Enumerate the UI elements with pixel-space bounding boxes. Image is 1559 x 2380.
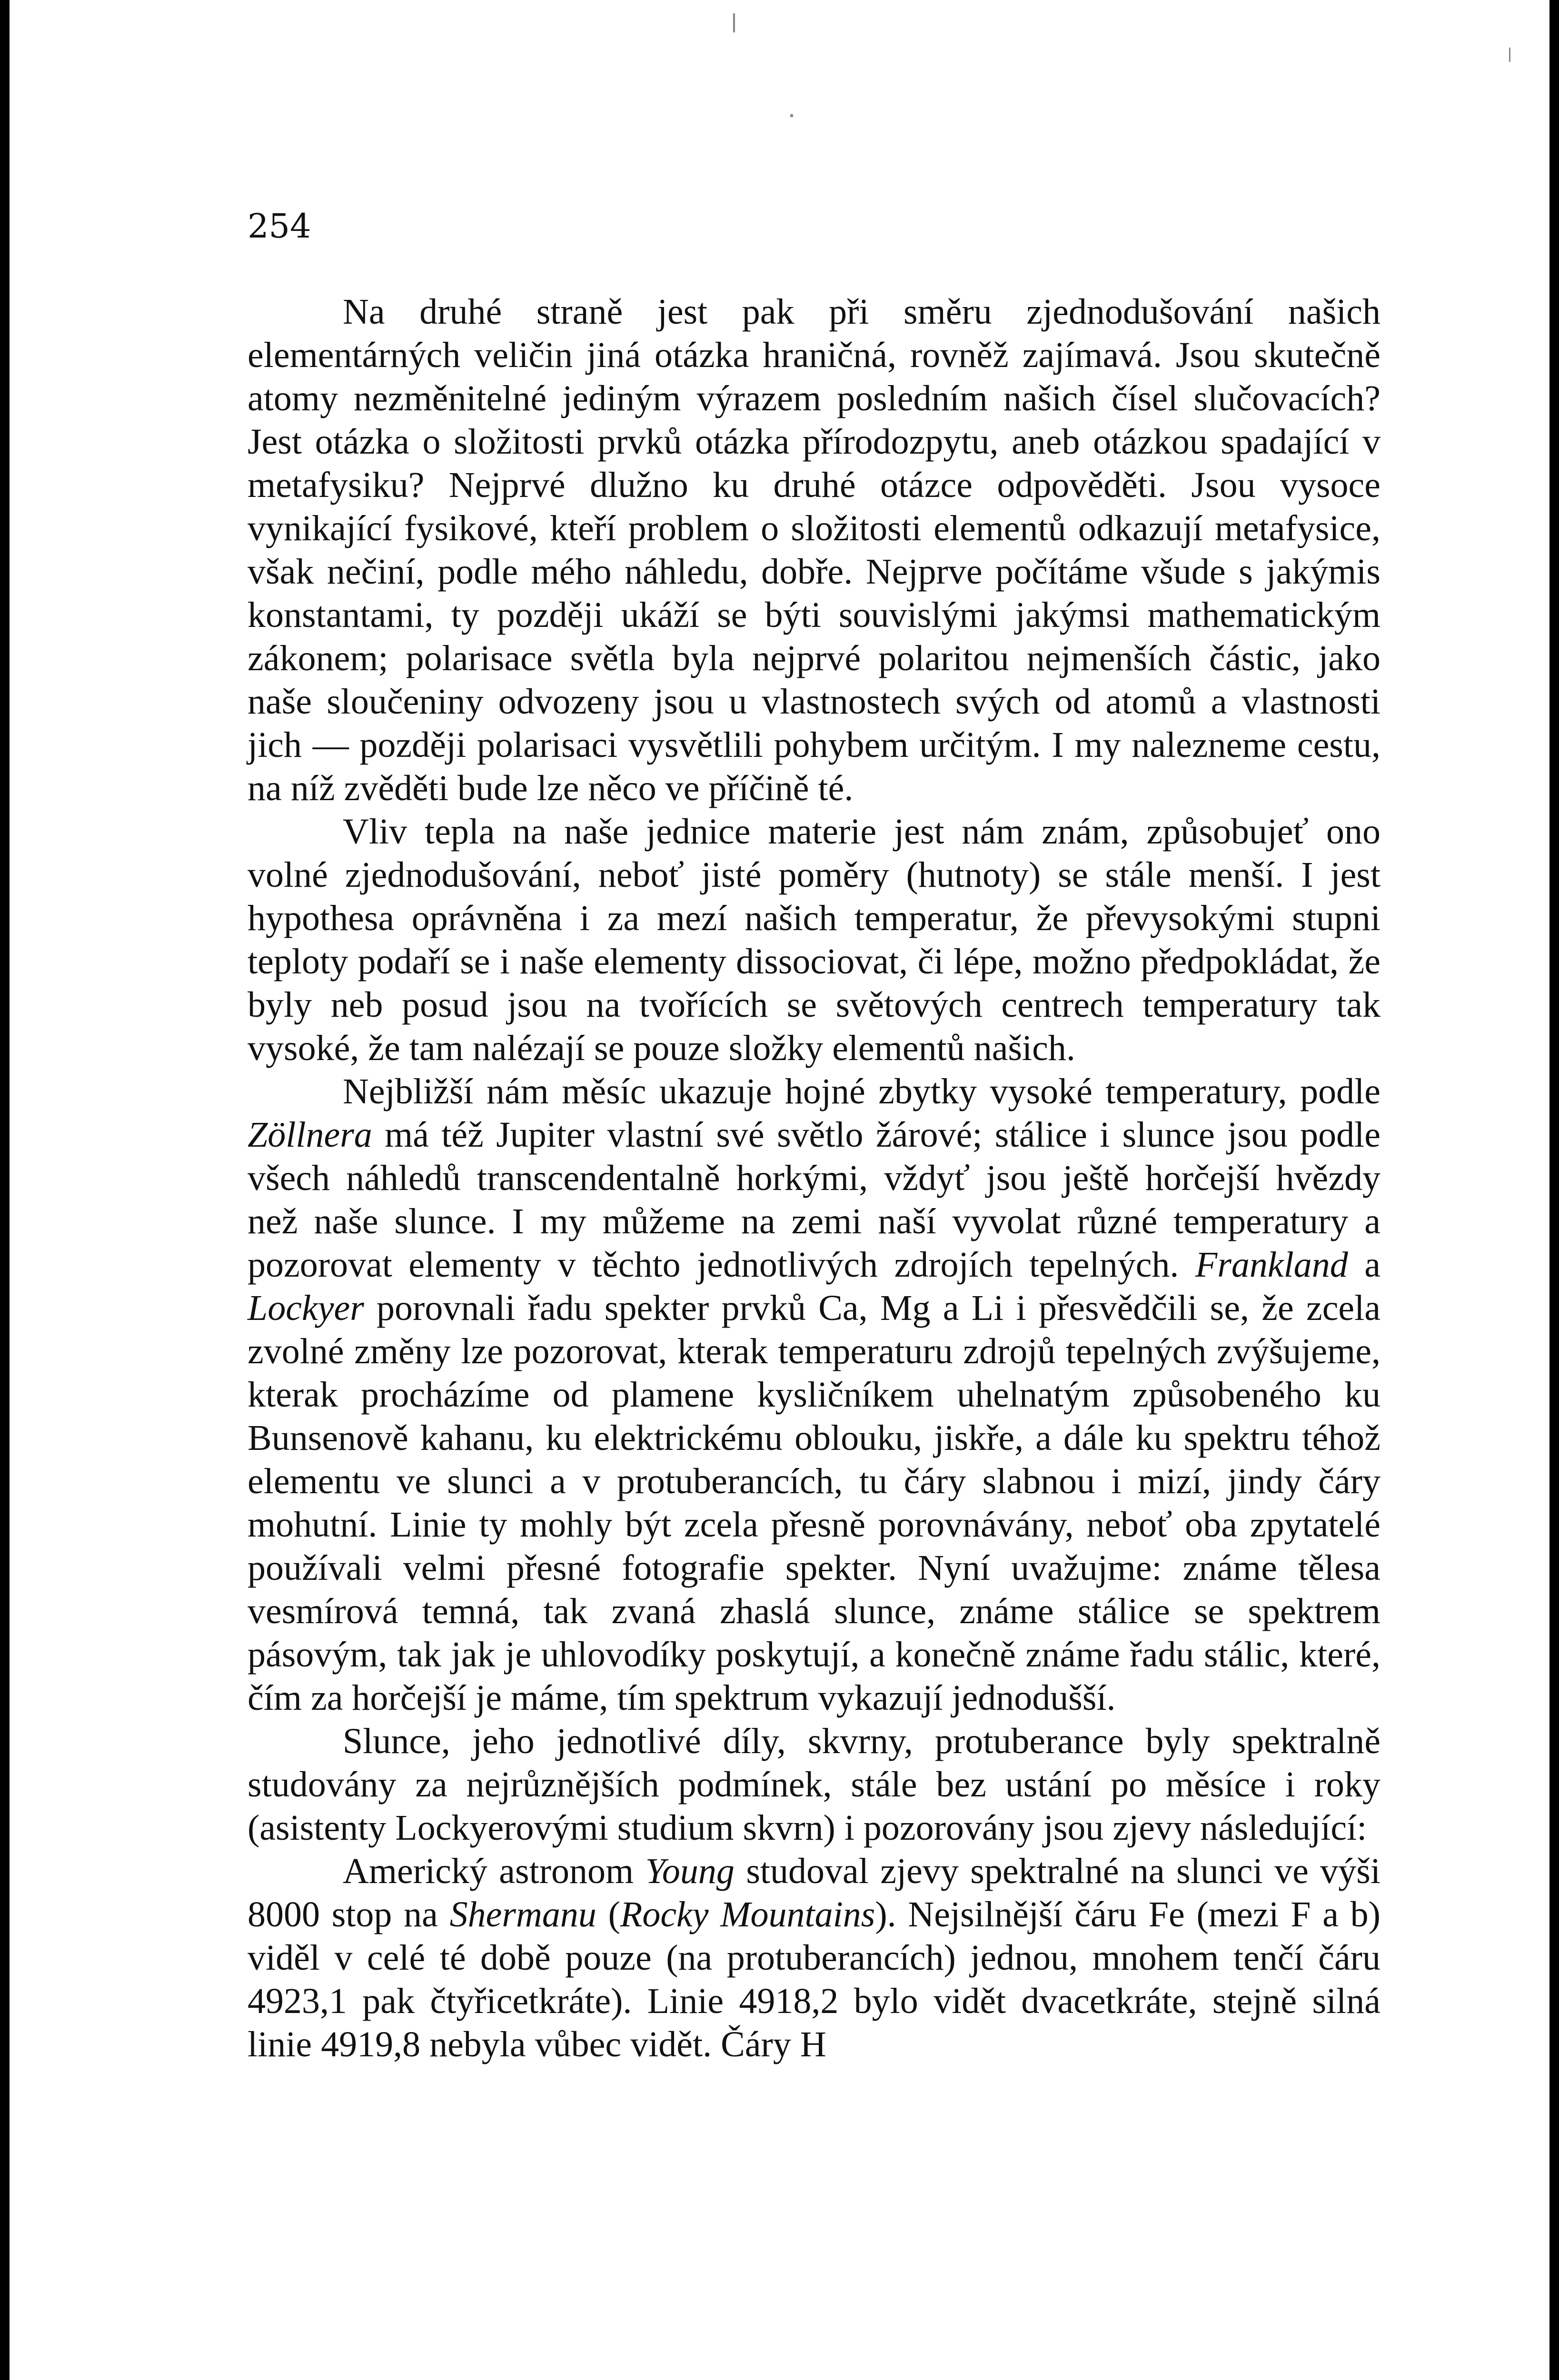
author-name-lockyer: Lockyer (248, 1288, 364, 1328)
paragraph-2 (248, 810, 1380, 1070)
paragraph-text: Americký astronom (343, 1851, 645, 1891)
paragraph-3 (248, 1070, 1380, 1720)
paragraph-text: ). Nejsilnější čáru Fe (mezi F a b) viděl v celé té době pouze (na protuberancích) jednou, mnohem tenčí čáru 4923,1 pak čtyřicetkráte). Linie 4918,2 bylo vidět dvacetkráte, stejně silná linie 4919,8 nebyla vůbec vidět. Čáry H (248, 1894, 1380, 2064)
page-number: 254 (248, 207, 311, 246)
document-page (10, 0, 1549, 2380)
paragraph-1 (248, 290, 1380, 810)
body-text (248, 290, 1380, 2066)
author-name-frankland: Frankland (1195, 1245, 1348, 1285)
place-name-rocky-mountains: Rocky Mountains (620, 1894, 875, 1934)
paragraph-5 (248, 1850, 1380, 2066)
paragraph-text: ( (596, 1894, 620, 1934)
author-name-zollner: Zöllnera (248, 1115, 372, 1155)
place-name-sherman: Shermanu (449, 1894, 596, 1934)
paragraph-text: Vliv tepla na naše jednice materie jest nám znám, způsobujeť ono volné zjednodušování, neboť jisté poměry (hutnoty) se stále menší. I jest hypothesa oprávněna i za mezí našich temperatur, že převysokými stupni teploty podaří se i naše elementy dissociovat, či lépe, možno předpokládat, že byly neb posud jsou na tvořících se světových centrech temperatury tak vysoké, že tam nalézají se pouze složky elementů našich. (248, 812, 1380, 1068)
paragraph-text: Nejbližší nám měsíc ukazuje hojné zbytky vysoké temperatury, podle (343, 1071, 1380, 1111)
paragraph-text: Na druhé straně jest pak při směru zjednodušování našich elementárných veličin jiná otázka hraničná, rovněž zajímavá. Jsou skutečně atomy nezměnitelné jediným výrazem posledním našich čísel slučovacích? Jest otázka o složitosti prvků otázka přírodozpytu, aneb otázkou spadající v metafysiku? Nejprvé dlužno ku druhé otázce odpověděti. Jsou vysoce vynikající fysikové, kteří problem o složitosti elementů odkazují metafysice, však nečiní, podle mého náhledu, dobře. Nejprve počítáme všude s jakýmis konstantami, ty později ukáží se býti souvislými jakýmsi mathematickým zákonem; polarisace světla byla nejprvé polaritou nejmenších částic, jako naše sloučeniny odvozeny jsou u vlastnostech svých od atomů a vlastnosti jich — později polarisaci vysvětlili pohybem určitým. I my nalezneme cestu, na níž zvěděti bude lze něco ve příčině té. (248, 292, 1380, 808)
paragraph-text: a (1348, 1245, 1381, 1285)
paragraph-text: Slunce, jeho jednotlivé díly, skvrny, protuberance byly spektralně studovány za nejrůznějších podmínek, stále bez ustání po měsíce i roky (asistenty Lockyerovými studium skvrn) i pozorovány jsou zjevy následující: (248, 1721, 1380, 1848)
paragraph-4 (248, 1720, 1380, 1850)
author-name-young: Young (645, 1851, 735, 1891)
scan-speck (733, 13, 735, 32)
paragraph-text: má též Jupiter vlastní své světlo žárové; stálice i slunce jsou podle všech náhledů transcendentalně horkými, vždyť jsou ještě horčejší hvězdy než naše slunce. I my můžeme na zemi naší vyvolat různé temperatury a pozorovat elementy v těchto jednotlivých zdrojích tepelných. (248, 1115, 1380, 1285)
scan-speck (1509, 48, 1510, 62)
scan-speck (790, 114, 793, 117)
paragraph-text: porovnali řadu spekter prvků Ca, Mg a Li i přesvědčili se, že zcela zvolné změny lze pozorovat, kterak temperaturu zdrojů tepelných zvýšujeme, kterak procházíme od plamene kysličníkem uhelnatým způsobeného ku Bunsenově kahanu, ku elektrickému oblouku, jiskře, a dále ku spektru téhož elementu ve slunci a v protuberancích, tu čáry slabnou i mizí, jindy čáry mohutní. Linie ty mohly být zcela přesně porovnávány, neboť oba zpytatelé používali velmi přesné fotografie spekter. Nyní uvažujme: známe tělesa vesmírová temná, tak zvaná zhaslá slunce, známe stálice se spektrem pásovým, tak jak je uhlovodíky poskytují, a konečně známe řadu stálic, které, čím za horčejší je máme, tím spektrum vykazují jednodušší. (248, 1288, 1380, 1718)
paragraph-text: studoval zjevy spektralné na slunci ve výši 8000 stop na (248, 1851, 1380, 1934)
